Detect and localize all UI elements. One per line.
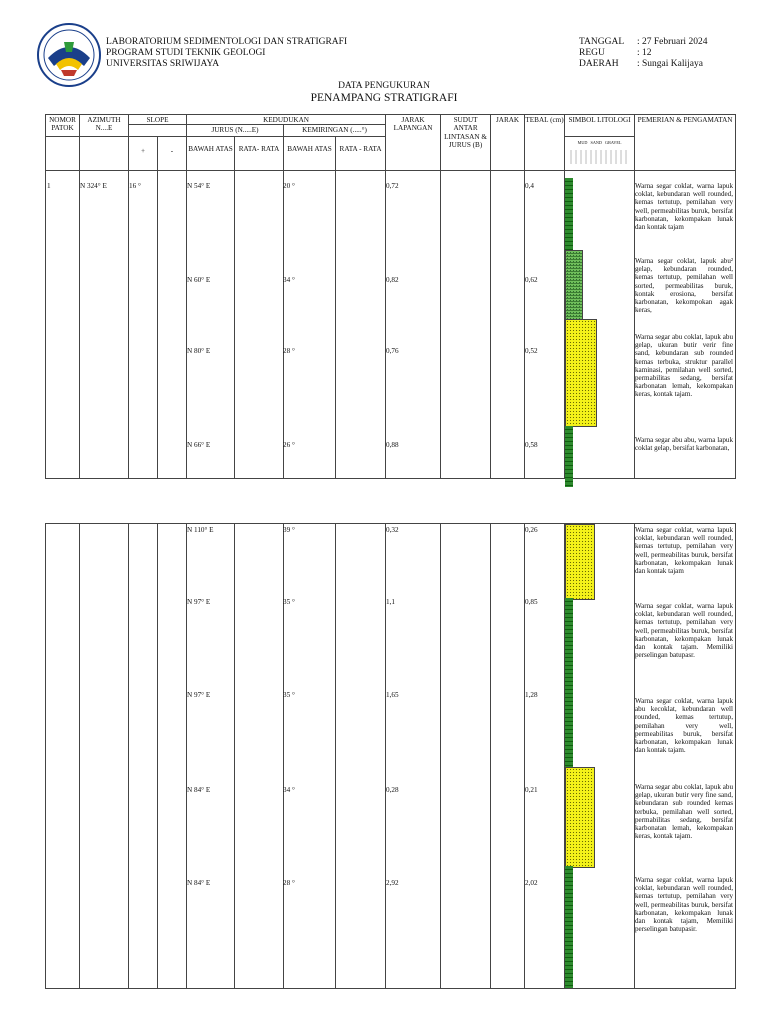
col-slope-minus: - [158,137,187,171]
dip-value: 28 ° [283,879,295,887]
tebal-value: 0,26 [525,526,538,534]
dip-value: 20 ° [283,182,295,190]
description: Warna segar coklat, warna lapuk abu kecoklat, kebundaran well rounded, kemas tertutup, pemilahan very well, permeabilitas buruk, bersifat karbonatan, kekompakan lunak dan kontak tajam. [635,697,733,755]
jarak-value: 0,76 [386,347,399,355]
jurus-value: N 97° E [187,598,211,606]
col-dip-bawah-atas: BAWAH ATAS [284,137,336,171]
grain-size-scale: MUD SAND GRAVEL [577,140,622,146]
tebal-value: 1,28 [525,691,538,699]
col-kemiringan: KEMIRINGAN (.....°) [284,125,386,137]
col-jurus: JURUS (N.....E) [187,125,284,137]
jurus-value: N 66° E [187,441,211,449]
university-seal-icon [34,22,104,88]
university-name: UNIVERSITAS SRIWIJAYA [106,59,220,69]
regu-label: REGU [579,48,605,58]
tebal-value: 0,52 [525,347,538,355]
program-name: PROGRAM STUDI TEKNIK GEOLOGI [106,48,266,58]
siltstone-layer [565,250,583,320]
col-jarak: JARAK [491,115,525,171]
col-slope: SLOPE [129,115,187,125]
grain-size-ticks [569,148,631,166]
jurus-value: N 84° E [187,786,211,794]
regu-value: : 12 [637,48,652,58]
description: Warna segar coklat, lapuk abu² gelap, kebundaran rounded, kemas tertutup, pemilahan well sorted, permeabilitas buruk, kontak erosiona, bersifat karbonatan, kekompokan agak keras, [635,257,733,315]
col-jarak-lapangan: JARAK LAPANGAN [386,115,441,171]
jurus-value: N 110° E [187,526,214,534]
dip-value: 35 ° [283,691,295,699]
col-simbol-litologi: SIMBOL LITOLOGI [565,115,635,137]
description: Warna segar coklat, warna lapuk coklat, kebundaran well rounded, kemas tertutup, pemilahan very well, permeabilitas buruk, bersifat karbonatan, kekompakan lunak dan kontak tajam. Memiliki perselingan batupasr. [635,602,733,660]
jarak-value: 1,1 [386,598,395,606]
tebal-value: 0,62 [525,276,538,284]
tebal-value: 0,85 [525,598,538,606]
description: Warna segar abu abu, warna lapuk coklat gelap, bersifat karbonatan, [635,436,733,453]
dip-value: 34 ° [283,276,295,284]
jarak-value: 0,82 [386,276,399,284]
jurus-value: N 54° E [187,182,211,190]
jarak-value: 0,32 [386,526,399,534]
claystone-layer [565,598,573,767]
tebal-value: 0,21 [525,786,538,794]
azimuth-1: N 324° E [80,182,107,190]
col-slope-plus: + [129,137,158,171]
daerah-label: DAERAH [579,59,619,69]
description: Warna segar coklat, warna lapuk coklat, kebundaran well rounded, kemas tertutup, pemilahan very well, permeabilitas buruk, bersifat karbonatan, kekompakan lunak dan kontak tajam [635,526,733,576]
slope-1: 16 ° [129,182,141,190]
col-jurus-bawah-atas: BAWAH ATAS [187,137,235,171]
measurement-table-2 [45,523,736,989]
tebal-value: 0,58 [525,441,538,449]
dip-value: 26 ° [283,441,295,449]
title-line1: DATA PENGUKURAN [338,81,430,91]
tebal-value: 0,4 [525,182,534,190]
title-line2: PENAMPANG STRATIGRAFI [310,92,458,104]
jarak-value: 0,28 [386,786,399,794]
jurus-value: N 97° E [187,691,211,699]
claystone-layer [565,178,573,250]
description: Warna segar coklat, warna lapuk coklat, kebundaran well rounded, kemas tertutup, pemilahan very well, permeabilitas buruk, bersifat karbonatan, kekompakan lunak dan kontak tajam [635,182,733,232]
lab-name: LABORATORIUM SEDIMENTOLOGI DAN STRATIGRAFI [106,37,348,47]
tanggal-label: TANGGAL [579,37,625,47]
col-nomor-patok: NOMOR PATOK [46,115,80,137]
measurement-table-1 [45,114,736,479]
nomor-patok-1: 1 [47,182,51,190]
dip-value: 35 ° [283,598,295,606]
jurus-value: N 84° E [187,879,211,887]
sandstone-layer [565,767,595,868]
col-sudut: SUDUT ANTAR LINTASAN & JURUS (B) [441,115,491,171]
dip-value: 34 ° [283,786,295,794]
col-jurus-rata-rata: RATA- RATA [235,137,284,171]
description: Warna segar abu coklat, lapuk abu gelap, ukuran butir verir fine sand, kebundaran sub rounded kemas terbuka, struktur parallel kaminasi, pemilahan well sorted, permabilitas sedang, bersifat karbonatan lemah, kekompakan keras, kontak tajam. [635,333,733,399]
jarak-value: 0,72 [386,182,399,190]
jurus-value: N 60° E [187,276,211,284]
jarak-value: 0,88 [386,441,399,449]
jurus-value: N 80° E [187,347,211,355]
sandstone-layer [565,524,595,600]
col-azimuth: AZIMUTH N....E [80,115,129,137]
col-kedudukan: KEDUDUKAN [187,115,386,125]
dip-value: 28 ° [283,347,295,355]
jarak-value: 1,65 [386,691,399,699]
claystone-layer [565,866,573,988]
description: Warna segar abu coklat, lapuk abu gelap, ukuran butir very fine sand, kebundaran sub rounded kemas terbuka, pemilahan well sorted, permabilitas sedang, bersifat karbonatan lemah, kekompakan keras, kontak tajam. [635,783,733,841]
tebal-value: 2,02 [525,879,538,887]
daerah-value: : Sungai Kalijaya [637,59,703,69]
col-tebal: TEBAL (cm) [525,115,565,171]
sandstone-layer [565,319,597,427]
tanggal-value: : 27 Februari 2024 [637,37,708,47]
university-logo [34,22,104,88]
jarak-value: 2,92 [386,879,399,887]
description: Warna segar coklat, warna lapuk coklat, kebundaran well rounded, kemas tertutup, pemilahan very well, permeabilitas buruk, bersifat karbonatan, kekompakan lunak dan kontak tajam, Memiliki perselingan batupasir. [635,876,733,934]
col-dip-rata-rata: RATA - RATA [336,137,386,171]
col-pemerian: PEMERIAN & PENGAMATAN [635,115,736,171]
dip-value: 39 ° [283,526,295,534]
claystone-layer [565,426,573,487]
